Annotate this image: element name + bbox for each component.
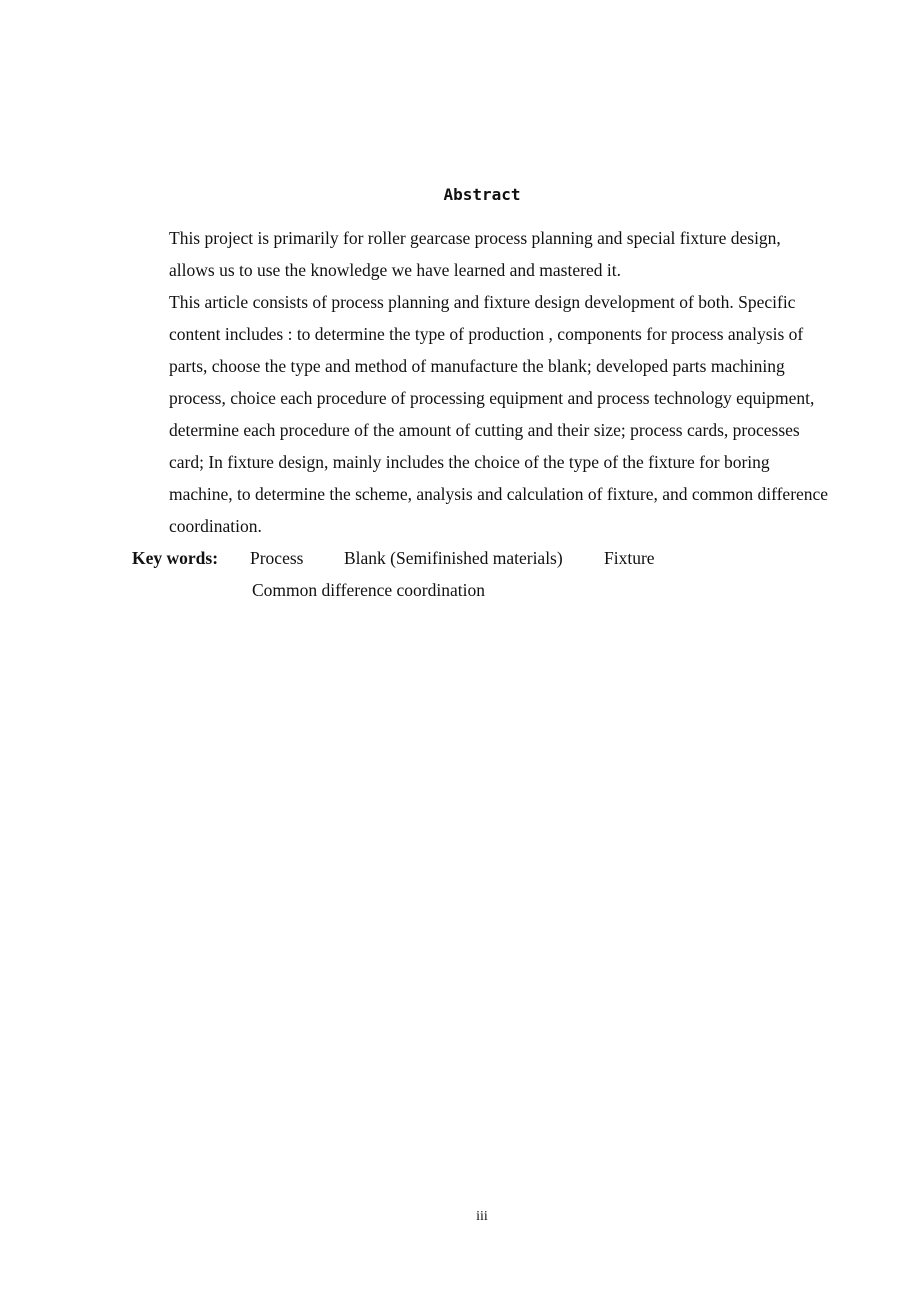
paragraph-line: This project is primarily for roller gearcase process planning and special fixture design, — [169, 228, 781, 248]
paragraph-line: process, choice each procedure of processing equipment and process technology equipment, — [169, 388, 815, 408]
abstract-body — [132, 222, 836, 606]
keyword-item: Process — [250, 548, 304, 568]
paragraph-line: machine, to determine the scheme, analysis and calculation of fixture, and common difference — [169, 484, 829, 504]
keywords-block — [132, 542, 836, 606]
paragraph-line: coordination. — [169, 516, 262, 536]
paragraph-line: card; In fixture design, mainly includes the choice of the type of the fixture for boring — [169, 452, 770, 472]
paragraph-line: parts, choose the type and method of manufacture the blank; developed parts machining — [169, 356, 785, 376]
keyword-item: Blank (Semifinished materials) — [344, 548, 563, 568]
abstract-title: Abstract — [443, 185, 521, 204]
keyword-item: Common difference coordination — [252, 580, 485, 600]
paragraph-line: This article consists of process planning and fixture design development of both. Specific — [169, 292, 796, 312]
abstract-paragraph-1 — [132, 222, 836, 286]
paragraph-line: determine each procedure of the amount of cutting and their size; process cards, processes — [169, 420, 800, 440]
keywords-label: Key words: — [132, 548, 219, 568]
paragraph-line: content includes : to determine the type of production , components for process analysis of — [169, 324, 804, 344]
abstract-paragraph-2 — [132, 286, 836, 542]
keyword-item: Fixture — [604, 548, 655, 568]
page-number: iii — [476, 1209, 488, 1224]
paragraph-line: allows us to use the knowledge we have learned and mastered it. — [169, 260, 621, 280]
